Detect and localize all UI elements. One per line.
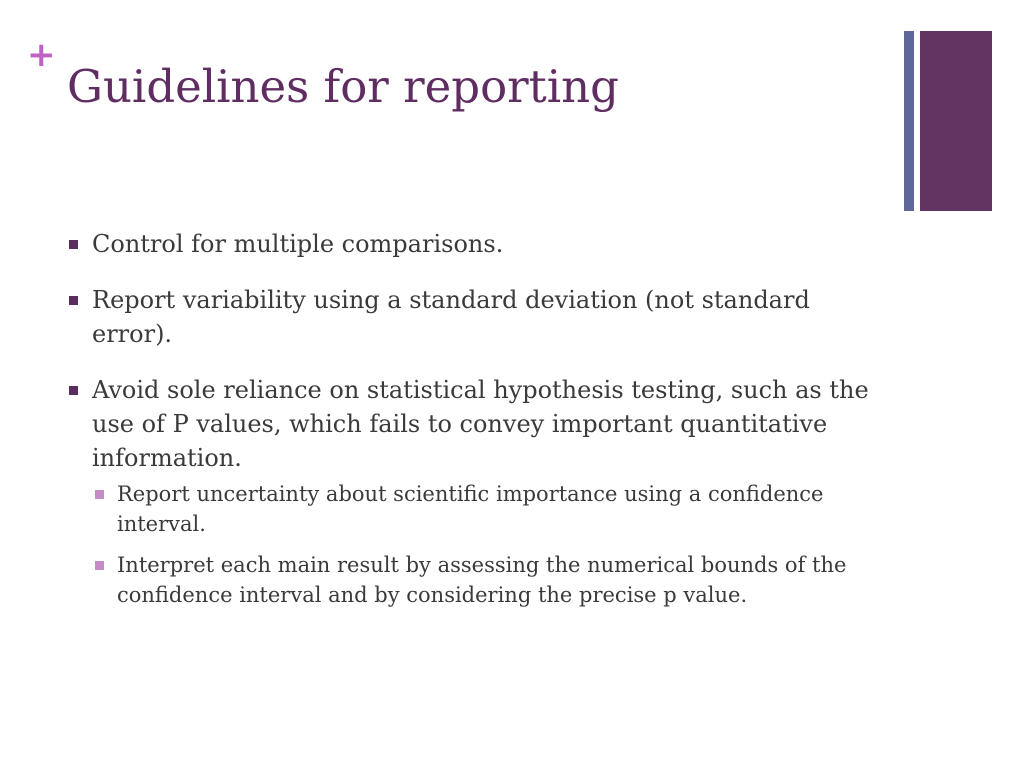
bullet-text: Avoid sole reliance on statistical hypothesis testing, such as the use of P values, which fails to convey important quantitative information. bbox=[92, 376, 869, 472]
bullet-text: Report variability using a standard deviation (not standard error). bbox=[92, 286, 810, 348]
accent-bar-thin bbox=[904, 31, 914, 211]
sub-bullet-item bbox=[92, 550, 876, 610]
bullet-text: Control for multiple comparisons. bbox=[92, 230, 504, 258]
accent-bar-thick bbox=[920, 31, 992, 211]
bullet-item bbox=[66, 283, 876, 351]
slide-title: Guidelines for reporting bbox=[67, 60, 619, 113]
bullet-item bbox=[66, 373, 876, 475]
sub-bullet-text: Report uncertainty about scientific importance using a confidence interval. bbox=[117, 482, 824, 536]
plus-mark-icon: + bbox=[27, 35, 56, 75]
bullet-list bbox=[66, 227, 876, 621]
sub-bullet-item bbox=[92, 479, 876, 539]
sub-bullet-text: Interpret each main result by assessing the numerical bounds of the confidence interval and by considering the precise p value. bbox=[117, 553, 847, 607]
bullet-item bbox=[66, 227, 876, 261]
